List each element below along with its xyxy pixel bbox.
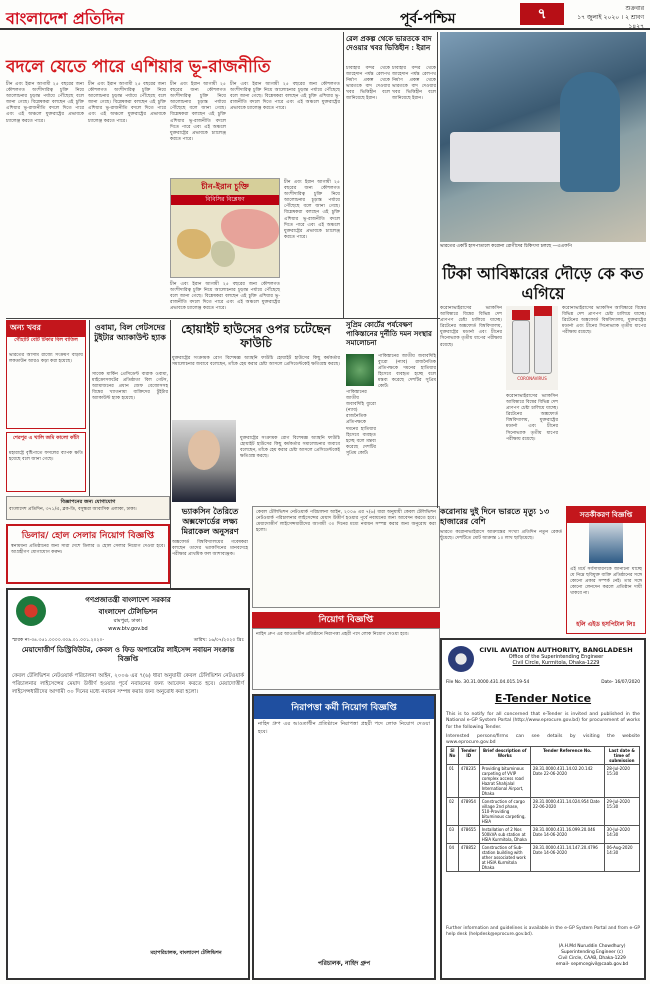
- dateline: [564, 4, 644, 31]
- column-rule: [170, 320, 171, 588]
- niyog-banner: নিয়োগ বিজ্ঞপ্তি: [252, 612, 440, 628]
- sidebar-item-1-body: ভারতের আসাম রাজ্যে সংক্রমণ বাড়ায় লকডাউন আরও কড়া করা হয়েছে।: [9, 353, 83, 365]
- table-cell: 02: [447, 798, 459, 826]
- security-body: নাহিদ গ্রুপ এর আওতাধীন প্রতিষ্ঠানে নিরাপত্তা প্রহরী পদে লোক নিয়োগ দেওয়া হবে।: [258, 721, 430, 735]
- table-header-cell: Sl No: [447, 747, 459, 765]
- lead-body-col5: চীন এবং ইরান আগামী ২৫ বছরের জন্য কৌশলগত অংশীদারিত্ব চুক্তি নিয়ে আলোচনার চূড়ান্ত পর্যায়ে পৌঁছেছে বলে জানা গেছে। বিশ্লেষকরা বলছেন এই চুক্তি এশিয়ার ভূ-রাজনীতি বদলে দিতে পারে এবং এই অঞ্চলে যুক্তরাষ্ট্রের প্রভাবকে চ্যালেঞ্জ করতে পারে।: [170, 282, 280, 312]
- caab-signer-office: Civil Circle, CAAB, Dhaka-1229: [558, 956, 626, 961]
- caab-table-header: [447, 747, 640, 765]
- section-title: পূর্ব-পশ্চিম: [400, 11, 456, 27]
- warning-company: হলি এইড হসপিটাল লিঃ: [576, 621, 636, 628]
- lead-body-col6: চীন এবং ইরান আগামী ২৫ বছরের জন্য কৌশলগত অংশীদারিত্ব চুক্তি নিয়ে আলোচনার চূড়ান্ত পর্যায়ে পৌঁছেছে বলে জানা গেছে। বিশ্লেষকরা বলছেন এই চুক্তি এশিয়ার ভূ-রাজনীতি বদলে দিতে পারে এবং এই অঞ্চলে যুক্তরাষ্ট্রের প্রভাবকে চ্যালেঞ্জ করতে পারে।: [284, 180, 340, 240]
- dateline-date: ১৭ জুলাই ২০২০ । ২ শ্রাবণ ১৪২৭: [577, 14, 644, 30]
- security-recruit: [252, 694, 436, 980]
- map-land-iran: [177, 229, 211, 259]
- table-cell: 28.31.0000.431.14.024.954 Date 22-06-2020: [530, 798, 604, 826]
- table-header-cell: Tender Reference No.: [530, 747, 604, 765]
- caab-tender: [440, 638, 646, 980]
- corona-india-body: ভারতে করোনাভাইরাসে আক্রান্তের সংখ্যা প্রতিদিন নতুন রেকর্ড ছুঁয়েছে। দেশটিতে মোট আক্রান্ত ১০ লাখ ছাড়িয়েছে।: [440, 530, 562, 542]
- sidebar-item-1: [6, 334, 86, 429]
- press-ad-title: বিজ্ঞাপনের জন্য যোগাযোগ: [60, 499, 116, 505]
- sidebar-header: অন্য খবর: [6, 320, 86, 337]
- masthead: [0, 0, 650, 30]
- caab-signer-name: (A.H.Md Nuruddin Chowdhury): [558, 944, 626, 949]
- sidebar-item-2: [6, 432, 86, 492]
- fauci-face: [188, 430, 220, 470]
- page-number: ৭: [520, 3, 564, 25]
- lead-body-col1: চীন এবং ইরান আগামী ২৫ বছরের জন্য কৌশলগত অংশীদারিত্ব চুক্তি নিয়ে আলোচনার চূড়ান্ত পর্যায়ে পৌঁছেছে বলে জানা গেছে। বিশ্লেষকরা বলছেন এই চুক্তি এশিয়ার ভূ-রাজনীতি বদলে দিতে পারে এবং এই অঞ্চলে যুক্তরাষ্ট্রের প্রভাবকে চ্যালেঞ্জ করতে পারে।: [6, 82, 84, 124]
- btv-gov-name: গণপ্রজাতন্ত্রী বাংলাদেশ সরকার: [85, 596, 171, 604]
- vaccine-body-3: করোনাভাইরাসের ভ্যাকসিন আবিষ্কারে বিশ্বের বিভিন্ন দেশ প্রাণপণ চেষ্টা চালিয়ে যাচ্ছে। ব্রিটেনের অক্সফোর্ড বিশ্ববিদ্যালয়, যুক্তরাষ্ট্রের মডার্না এবং চীনের সিনোভ্যাক তৃতীয় ধাপের পরীক্ষায় রয়েছে।: [506, 394, 558, 442]
- vaccine-body-1: করোনাভাইরাসের ভ্যাকসিন আবিষ্কারে বিশ্বের বিভিন্ন দেশ প্রাণপণ চেষ্টা চালিয়ে যাচ্ছে। ব্রিটেনের অক্সফোর্ড বিশ্ববিদ্যালয়, যুক্তরাষ্ট্রের মডার্না এবং চীনের সিনোভ্যাক তৃতীয় ধাপের পরীক্ষায় রয়েছে।: [440, 306, 502, 348]
- tender-notice-bangla-body: কেবল টেলিভিশন নেটওয়ার্ক পরিচালনা আইন, ২০০৬ এর ৭(৬) ধারা অনুযায়ী কেবল টেলিভিশন নেটওয়ার্ক পরিচালনার লাইসেন্সের মেয়াদ উত্তীর্ণ হওয়ার পূর্বে নবায়নের জন্য আবেদন করতে হবে। মেয়াদোত্তীর্ণ লাইসেন্সধারীদের আগামী ৩০ দিনের মধ্যে নবায়ন সম্পন্ন করার জন্য অনুরোধ করা হলো।: [256, 510, 436, 534]
- table-row: [447, 765, 640, 798]
- caab-tender-table: [446, 746, 640, 872]
- govt-emblem-icon: [16, 596, 46, 626]
- caab-signer-title: Superintending Engineer (c): [561, 950, 623, 955]
- niyog-body: নাহিদ গ্রুপ এর আওতাধীন প্রতিষ্ঠানে নিরাপত্তা প্রহরী পদে লোক নিয়োগ দেওয়া হবে।: [256, 632, 409, 637]
- caab-title: E-Tender Notice: [494, 692, 592, 705]
- lead-headline: বদলে যেতে পারে এশিয়ার ভূ-রাজনীতি: [6, 57, 271, 77]
- table-header-cell: Brief description of Works: [479, 747, 530, 765]
- column-rule: [89, 320, 90, 496]
- table-header-cell: Last date & time of submission: [604, 747, 639, 765]
- table-cell: 30-Jul-2020 14:30: [604, 826, 639, 844]
- map-title: চীন-ইরান চুক্তি: [171, 179, 279, 195]
- vaccine-trial-headline: ভ্যাকসিন তৈরিতে অক্সফোর্ডের লক্ষ্য মিরাকেল অনুসরণ: [181, 506, 239, 536]
- caab-date: Date- 16/07/2020: [601, 680, 640, 685]
- dateline-day: শুক্রবার: [625, 5, 644, 12]
- vaccine-body-2: করোনাভাইরাসের ভ্যাকসিন আবিষ্কারে বিশ্বের বিভিন্ন দেশ প্রাণপণ চেষ্টা চালিয়ে যাচ্ছে। ব্রিটেনের অক্সফোর্ড বিশ্ববিদ্যালয়, যুক্তরাষ্ট্রের মডার্না এবং চীনের সিনোভ্যাক তৃতীয় ধাপের পরীক্ষায় রয়েছে।: [562, 306, 646, 336]
- lead-body-col4: চীন এবং ইরান আগামী ২৫ বছরের জন্য কৌশলগত অংশীদারিত্ব চুক্তি নিয়ে আলোচনার চূড়ান্ত পর্যায়ে পৌঁছেছে বলে জানা গেছে। বিশ্লেষকরা বলছেন এই চুক্তি এশিয়ার ভূ-রাজনীতি বদলে দিতে পারে এবং এই অঞ্চলে যুক্তরাষ্ট্রের প্রভাবকে চ্যালেঞ্জ করতে পারে।: [230, 82, 340, 112]
- table-cell: 478655: [458, 826, 479, 844]
- warning-person-photo: [589, 523, 623, 563]
- table-cell: 28.31.0000.431.16.099.20.046 Date 14-06-2020: [530, 826, 604, 844]
- btv-date: তারিখ: ১৬/০৭/২০২০ খ্রিঃ: [193, 638, 244, 643]
- vial-1: [512, 320, 530, 374]
- table-row: [447, 844, 640, 872]
- vaccine-trial-body: অক্সফোর্ড বিশ্ববিদ্যালয়ের গবেষকরা বলছেন তাদের ভ্যাকসিনের মানবদেহে পরীক্ষার প্রাথমিক ফল আশাব্যঞ্জক।: [172, 540, 248, 558]
- table-row: [447, 798, 640, 826]
- warning-notice-body: এই মর্মে সর্বসাধারণকে জানানো যাচ্ছে যে নিম্নে ছবিযুক্ত ব্যক্তি প্রতিষ্ঠানের সঙ্গে কোনো প্রকার সম্পর্ক নেই। তার সঙ্গে কোনো লেনদেন করলে প্রতিষ্ঠান দায়ী থাকবে না।: [570, 567, 642, 597]
- caab-intro2: Interested persons/firms can see details by visiting the website www.eprocure.gov.bd: [446, 734, 640, 746]
- vial-label: CORONAVIRUS: [517, 376, 547, 381]
- press-ad: [6, 496, 170, 520]
- fauci-body-2: যুক্তরাষ্ট্রের সংক্রামক রোগ বিশেষজ্ঞ অ্যান্থনি ফাউচি হোয়াইট হাউসের কিছু কর্মকর্তার সমালোচনার জবাবে বলেছেন, তাঁকে হেয় করার চেষ্টা আসলে প্রেসিডেন্টকেই ক্ষতিগ্রস্ত করছে।: [240, 436, 340, 460]
- warning-notice-title: সতর্কীকরণ বিজ্ঞপ্তি: [567, 507, 645, 523]
- iran-rail-body-1: চাবাহার বন্দর থেকে জাহেদান পর্যন্ত রেলপথ নির্মাণ প্রকল্প থেকে ভারতকে বাদ দেওয়ার খবর ভিত্তিহীন বলে জানিয়েছে ইরান।: [346, 66, 390, 102]
- btv-body: কেবল টেলিভিশন নেটওয়ার্ক পরিচালনা আইন, ২০০৬ এর ৭(৬) ধারা অনুযায়ী কেবল টেলিভিশন নেটওয়ার্ক পরিচালনার লাইসেন্সের মেয়াদ উত্তীর্ণ হওয়ার পূর্বে নবায়নের জন্য আবেদন করতে হবে। মেয়াদোত্তীর্ণ লাইসেন্সধারীদের আগামী ৩০ দিনের মধ্যে নবায়ন সম্পন্ন করার জন্য অনুরোধ করা হলো।: [12, 673, 244, 696]
- sidebar-item-2-title: শেরপুর এ খালি জমি কালো কাঁটা: [12, 435, 80, 441]
- btv-url: www.btv.gov.bd: [108, 626, 148, 632]
- dealer-ad-body: স্বনামধন্য প্রতিষ্ঠানের জন্য সারা দেশে ডিলার ও হোল সেলার নিয়োগ দেওয়া হবে। আগ্রহীগণ যোগাযোগ করুন।: [11, 544, 165, 556]
- photo-bed: [450, 132, 570, 182]
- tender-notice-bangla: [252, 506, 440, 608]
- caab-footer-note: Further information and guidelines is available in the e-GP System Portal and from e-GP help desk (helpdesk@eprocure.gov.bd).: [446, 926, 640, 938]
- column-rule: [343, 32, 344, 318]
- table-cell: 28-Jul-2020 15:30: [604, 765, 639, 798]
- caab-signature: [542, 944, 642, 968]
- vial-cap-2: [534, 306, 552, 316]
- table-cell: 03: [447, 826, 459, 844]
- caab-office: Office of the Superintending Engineer: [508, 654, 604, 660]
- iran-rail-headline: রেল প্রকল্প থেকে ভারতকে বাদ দেওয়ার খবর ভিত্তিহীন : ইরান: [346, 34, 432, 52]
- sidebar-item-2-body: মহারাষ্ট্রে বৃষ্টিপাতে ফসলের ব্যাপক ক্ষতি হয়েছে বলে জানা গেছে।: [9, 451, 83, 463]
- warning-notice: [566, 506, 646, 634]
- iran-rail-body-2: চাবাহার বন্দর থেকে জাহেদান পর্যন্ত রেলপথ নির্মাণ প্রকল্প থেকে ভারতকে বাদ দেওয়ার খবর ভিত্তিহীন বলে জানিয়েছে ইরান।: [392, 66, 436, 102]
- table-cell: 478852: [458, 844, 479, 872]
- table-header-cell: Tender ID: [458, 747, 479, 765]
- btv-agency: বাংলাদেশ টেলিভিশন: [98, 608, 158, 616]
- table-cell: 06-Aug-2020 14:30: [604, 844, 639, 872]
- photo-caption: ভারতের একটি হাসপাতালে করোনা রোগীদের চিকিৎসা চলছে —এএফপি: [440, 244, 572, 249]
- map-subtitle: বিবিসির বিশ্লেষণ: [171, 195, 279, 205]
- table-cell: 29-Jul-2020 15:30: [604, 798, 639, 826]
- obama-body: সাবেক মার্কিন প্রেসিডেন্ট বারাক ওবামা, মাইক্রোসফটের প্রতিষ্ঠাতা বিল গেটস, অ্যামাজনের প্রধান জেফ বেজোসসহ বিশ্বের খ্যাতনামা ব্যক্তিদের টুইটার অ্যাকাউন্ট হ্যাক হয়েছে।: [92, 372, 168, 402]
- sidebar-item-1-title: গৌহাটি বেটি টিকার বিল বাতিল: [14, 337, 78, 343]
- column-rule: [437, 32, 438, 508]
- table-cell: Installation of 2 Nos 500kVA sub station at HSIA Kurmitola, Dhaka: [479, 826, 530, 844]
- fauci-headline: হোয়াইট হাউসের ওপর চটেছেন ফাউচি: [181, 322, 331, 350]
- vaccine-photo: [506, 306, 558, 390]
- vaccine-headline: টিকা আবিষ্কারের দৌড়ে কে কত এগিয়ে: [442, 264, 644, 303]
- vial-2: [534, 314, 552, 374]
- btv-notice: [6, 588, 250, 980]
- china-iran-map: [170, 178, 280, 278]
- lead-body-col2: চীন এবং ইরান আগামী ২৫ বছরের জন্য কৌশলগত অংশীদারিত্ব চুক্তি নিয়ে আলোচনার চূড়ান্ত পর্যায়ে পৌঁছেছে বলে জানা গেছে। বিশ্লেষকরা বলছেন এই চুক্তি এশিয়ার ভূ-রাজনীতি বদলে দিতে পারে এবং এই অঞ্চলে যুক্তরাষ্ট্রের প্রভাবকে চ্যালেঞ্জ করতে পারে।: [88, 82, 166, 124]
- caab-intro: This is to notify for all concerned that e-Tender is invited and published in the National e-GP System Portal (http://www.eprocure.gov.bd) for procurement of works for the following Tender.: [446, 712, 640, 730]
- table-cell: 28.31.0000.431.14.147.20.4796 Date 14-06-2020: [530, 844, 604, 872]
- fauci-body: যুক্তরাষ্ট্রের সংক্রামক রোগ বিশেষজ্ঞ অ্যান্থনি ফাউচি হোয়াইট হাউসের কিছু কর্মকর্তার সমালোচনার জবাবে বলেছেন, তাঁকে হেয় করার চেষ্টা আসলে প্রেসিডেন্টকেই ক্ষতিগ্রস্ত করছে।: [172, 356, 340, 368]
- table-cell: 04: [447, 844, 459, 872]
- security-title: নিরাপত্তা কর্মী নিয়োগ বিজ্ঞপ্তি: [254, 696, 434, 719]
- table-cell: 28.31.0000.431.14.02.20.142 Date 22-06-2020: [530, 765, 604, 798]
- dealer-ad-title: ডিলার/ হোল সেলার নিয়োগ বিজ্ঞপ্তি: [21, 531, 155, 541]
- niyog-body-box: [252, 628, 440, 690]
- btv-address: রামপুরা, ঢাকা।: [113, 618, 143, 624]
- security-footer: পরিচালক, নাহিদ গ্রুপ: [317, 960, 371, 967]
- table-cell: Providing bituminous carpeting of VVIP complex access road Hazrat Shahjalal International Airport, Dhaka: [479, 765, 530, 798]
- pakistan-body-2: পাকিস্তানের জাতীয় জবাবদিহি ব্যুরো (ন্যাব) রাজনৈতিক প্রতিপক্ষকে দমনের হাতিয়ার হিসেবে ব্যবহৃত হচ্ছে বলে মন্তব্য করেছে দেশটির সুপ্রিম কোর্ট।: [346, 390, 376, 456]
- obama-headline: ওবামা, বিল গেটসদের টুইটার অ্যাকাউন্ট হ্যাক: [94, 322, 166, 342]
- caab-file-no: File No. 30.31.0000.431.04.015.19-54: [446, 680, 530, 685]
- table-cell: 478954: [458, 798, 479, 826]
- btv-title: মেয়াদোত্তীর্ণ ডিস্ট্রিবিউটর, কেবল ও ফিড অপারেটর লাইসেন্স নবায়ন সংক্রান্ত বিজ্ঞপ্তি: [21, 646, 235, 663]
- table-cell: Construction of cargo village 2nd phase, 510-Providing bituminous carpeting, HSIA: [479, 798, 530, 826]
- pakistan-body-1: পাকিস্তানের জাতীয় জবাবদিহি ব্যুরো (ন্যাব) রাজনৈতিক প্রতিপক্ষকে দমনের হাতিয়ার হিসেবে ব্যবহৃত হচ্ছে বলে মন্তব্য করেছে দেশটির সুপ্রিম কোর্ট।: [378, 354, 436, 390]
- pakistan-emblem: [346, 354, 374, 386]
- table-cell: Construction of Sub-station building with other associated work at HSIA Kurmitola Dhaka: [479, 844, 530, 872]
- btv-signer: মহাপরিচালক, বাংলাদেশ টেলিভিশন: [150, 950, 222, 956]
- caab-signer-email: email- sepmcegivil@caab.gov.bd: [555, 962, 629, 967]
- map-land-afghan: [211, 241, 235, 267]
- caab-org: CIVIL AVIATION AUTHORITY, BANGLADESH: [479, 646, 633, 654]
- btv-memo: স্মারক নং-৩৪.৩৫১.০০০০.৩০৯.০১.০০১.২০২০-: [12, 638, 105, 643]
- press-ad-body: বাংলাদেশ প্রতিদিন, ৩৭১/এ, ব্লক-ডি, বসুন্ধরা আবাসিক এলাকা, ঢাকা।: [9, 507, 137, 512]
- hospital-photo: [440, 32, 646, 242]
- table-cell: 478235: [458, 765, 479, 798]
- caab-division: Civil Circle, Kurmitola, Dhaka-1229: [512, 660, 600, 666]
- photo-figure: [560, 72, 620, 192]
- row-rule: [6, 318, 440, 319]
- caab-logo-icon: [448, 646, 474, 672]
- table-cell: 01: [447, 765, 459, 798]
- dealer-ad: [6, 524, 170, 584]
- caab-tender-table-wrap: [446, 746, 640, 872]
- corona-india-headline: করোনায় দুই দিনে ভারতে মৃত্যু ১৩ হাজারের বেশি: [440, 506, 550, 526]
- pakistan-headline: সুপ্রিম কোর্টের পর্যবেক্ষণ পাকিস্তানের দুর্নীতি দমন সংস্থার সমালোচনা: [346, 320, 432, 347]
- fauci-photo: [172, 420, 236, 502]
- vial-cap-1: [512, 310, 530, 320]
- lead-body-col3: চীন এবং ইরান আগামী ২৫ বছরের জন্য কৌশলগত অংশীদারিত্ব চুক্তি নিয়ে আলোচনার চূড়ান্ত পর্যায়ে পৌঁছেছে বলে জানা গেছে। বিশ্লেষকরা বলছেন এই চুক্তি এশিয়ার ভূ-রাজনীতি বদলে দিতে পারে এবং এই অঞ্চলে যুক্তরাষ্ট্রের প্রভাবকে চ্যালেঞ্জ করতে পারে।: [170, 82, 226, 142]
- paper-logo: বাংলাদেশ প্রতিদিন: [6, 9, 124, 28]
- table-row: [447, 826, 640, 844]
